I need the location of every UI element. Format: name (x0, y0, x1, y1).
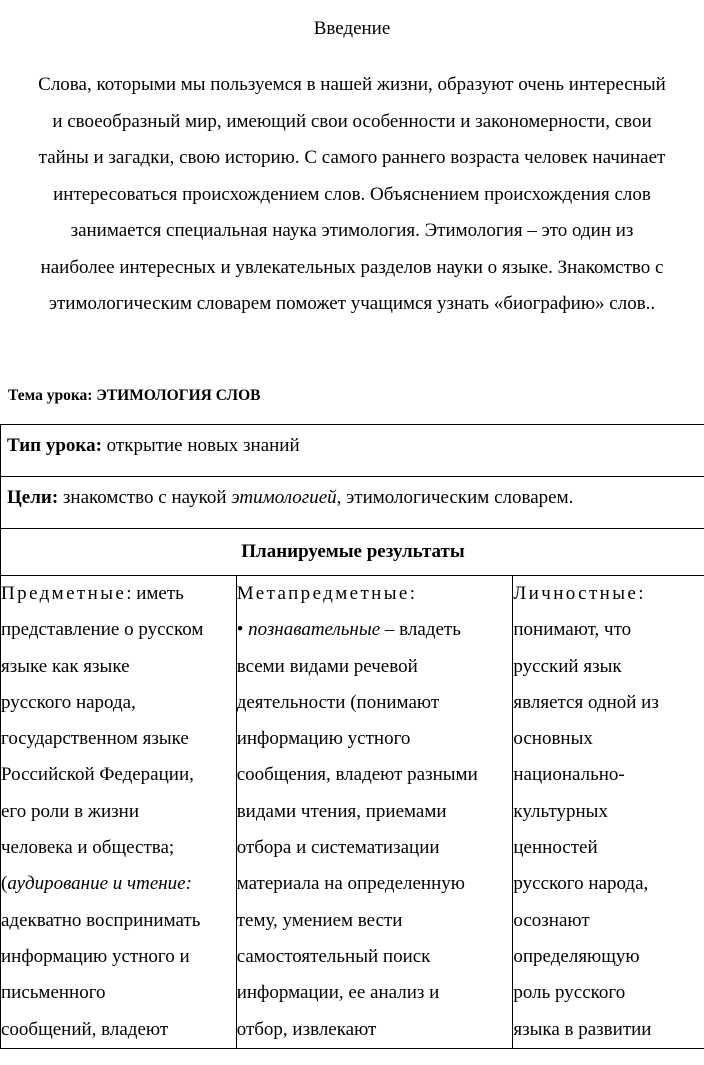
meta-results-cell (236, 576, 513, 1049)
personal-line: национально- (513, 764, 625, 786)
lesson-goals-label: Цели: (7, 487, 59, 508)
meta-line: видами чтения, приемами (236, 800, 447, 822)
meta-heading-tail: : (409, 583, 416, 604)
lesson-type-row (1, 425, 704, 477)
bullet-icon: • (236, 619, 249, 641)
meta-line: материала на определенную (236, 873, 465, 895)
personal-results-cell (513, 576, 704, 1049)
subject-paren: ( (1, 873, 8, 895)
lesson-type-label: Тип урока: (7, 435, 102, 456)
subject-line: письменного (1, 982, 106, 1004)
subject-line: русского народа, (1, 691, 136, 713)
subject-line: представление о русском (1, 619, 204, 641)
subject-line: Российской Федерации, (1, 764, 194, 786)
personal-line: ценностей (513, 837, 598, 859)
subject-line: сообщений, владеют (1, 1018, 169, 1040)
personal-line: русского народа, (513, 873, 649, 895)
personal-line: понимают, что (513, 619, 632, 641)
meta-heading: Метапредметные (236, 583, 410, 604)
lesson-type-value: открытие новых знаний (101, 435, 300, 456)
lesson-goals-text: знакомство с наукой (58, 487, 232, 508)
lesson-goals-row (1, 477, 704, 529)
personal-line: является одной из (513, 691, 659, 713)
personal-line: определяющую (513, 945, 640, 967)
subject-line: его роли в жизни (1, 800, 140, 822)
subject-line: государственном языке (1, 728, 189, 750)
subject-italic: аудирование и чтение: (7, 873, 192, 895)
personal-line: осознают (513, 909, 590, 931)
meta-line: деятельности (понимают (236, 691, 440, 713)
results-columns-row (1, 576, 704, 1049)
intro-line: Слова, которыми мы пользуемся в нашей жизни, образуют очень интересный (38, 74, 666, 95)
lesson-goals-text-end: , этимологическим словарем. (336, 487, 574, 508)
meta-line: всеми видами речевой (236, 655, 418, 677)
personal-line: роль русского (513, 982, 626, 1004)
lesson-topic (8, 387, 260, 405)
subject-heading-tail: : иметь (126, 583, 184, 604)
meta-italic: познавательные (248, 619, 381, 641)
lesson-goals-italic: этимологией (231, 487, 337, 508)
document-title: Введение (313, 18, 391, 39)
intro-paragraph (0, 67, 704, 323)
lesson-table (0, 424, 704, 1049)
meta-line: информации, ее анализ и (236, 982, 440, 1004)
personal-heading: Личностные (513, 583, 639, 604)
meta-line: тему, умением вести (236, 909, 403, 931)
meta-line: информацию устного (236, 728, 411, 750)
intro-line: наиболее интересных и увлекательных разделов науки о языке. Знакомство с (40, 256, 664, 278)
subject-results-cell (1, 576, 237, 1049)
intro-line: этимологическим словарем поможет учащимся узнать «биографию» слов.. (48, 293, 656, 314)
planned-results-heading: Планируемые результаты (241, 541, 465, 562)
personal-heading-tail: : (638, 583, 644, 604)
subject-line: адекватно воспринимать (1, 909, 201, 931)
intro-line: тайны и загадки, свою историю. С самого раннего возраста человек начинает (38, 147, 666, 168)
intro-line: и своеобразный мир, имеющий свои особенности и закономерности, свои (52, 110, 652, 132)
intro-line: занимается специальная наука этимология. Этимология – это один из (70, 220, 634, 241)
lesson-type-cell (1, 425, 704, 477)
personal-line: культурных (513, 800, 608, 822)
planned-results-cell (1, 529, 704, 576)
topic-label: Тема урока: (8, 387, 93, 404)
intro-line: интересоваться происхождением слов. Объяснением происхождения слов (53, 183, 651, 205)
personal-line: русский язык (513, 655, 622, 677)
meta-line: самостоятельный поиск (236, 945, 431, 967)
topic-value: ЭТИМОЛОГИЯ СЛОВ (92, 387, 261, 404)
planned-results-row (1, 529, 704, 576)
meta-line: отбор, извлекают (236, 1018, 377, 1040)
meta-bullet-tail: – владеть (380, 619, 461, 641)
meta-line: сообщения, владеют разными (236, 764, 478, 786)
personal-line: языка в развитии (513, 1018, 652, 1040)
personal-line: основных (513, 728, 593, 750)
lesson-goals-cell (1, 477, 704, 529)
subject-line: языке как языке (1, 655, 130, 677)
subject-line: информацию устного и (1, 945, 190, 967)
meta-line: отбора и систематизации (236, 837, 440, 859)
subject-line: человека и общества; (1, 837, 175, 859)
subject-heading: Предметные (1, 583, 127, 604)
